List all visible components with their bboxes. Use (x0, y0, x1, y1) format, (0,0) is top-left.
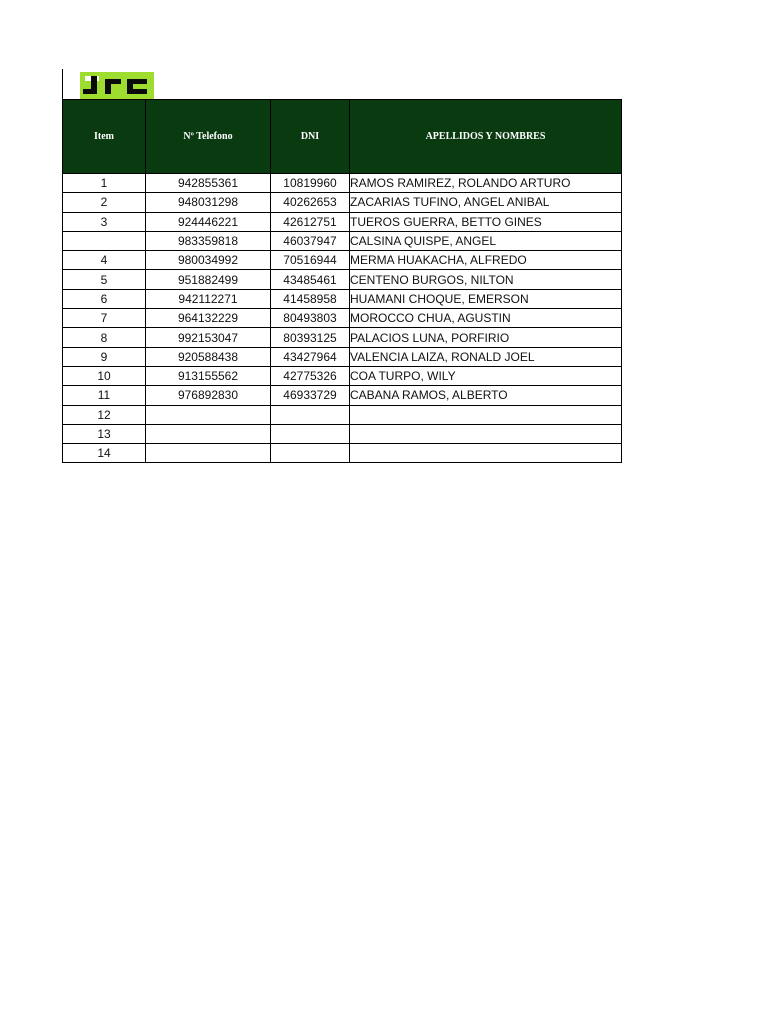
cell-phone (146, 424, 271, 443)
cell-phone: 942112271 (146, 289, 271, 308)
cell-item: 7 (63, 309, 146, 328)
cell-name: MOROCCO CHUA, AGUSTIN (350, 309, 622, 328)
table-row (63, 251, 622, 270)
cell-phone: 913155562 (146, 366, 271, 385)
cell-dni (271, 444, 350, 463)
table-header-row (63, 100, 622, 174)
cell-name: HUAMANI CHOQUE, EMERSON (350, 289, 622, 308)
header-item: Item (63, 100, 146, 174)
header-dni: DNI (271, 100, 350, 174)
cell-name: COA TURPO, WILY (350, 366, 622, 385)
cell-item: 9 (63, 347, 146, 366)
cell-phone (146, 444, 271, 463)
cell-item: 12 (63, 405, 146, 424)
table-row (63, 328, 622, 347)
cell-phone: 942855361 (146, 174, 271, 193)
cell-item: 2 (63, 193, 146, 212)
cell-name: RAMOS RAMIREZ, ROLANDO ARTURO (350, 174, 622, 193)
table-row (63, 270, 622, 289)
cell-name: CABANA RAMOS, ALBERTO (350, 386, 622, 405)
cell-dni: 46037947 (271, 231, 350, 250)
cell-item: 8 (63, 328, 146, 347)
header-names: APELLIDOS Y NOMBRES (350, 100, 622, 174)
cell-phone: 964132229 (146, 309, 271, 328)
table-row (63, 309, 622, 328)
cell-dni: 43485461 (271, 270, 350, 289)
cell-phone (146, 405, 271, 424)
table-row (63, 193, 622, 212)
cell-item (63, 231, 146, 250)
cell-item: 10 (63, 366, 146, 385)
cell-dni (271, 424, 350, 443)
cell-name (350, 444, 622, 463)
logo-divider (62, 69, 63, 100)
cell-item: 5 (63, 270, 146, 289)
table-row (63, 212, 622, 231)
table-row (63, 444, 622, 463)
cell-dni: 80493803 (271, 309, 350, 328)
cell-name (350, 424, 622, 443)
cell-item: 13 (63, 424, 146, 443)
cell-dni: 42775326 (271, 366, 350, 385)
table-row (63, 174, 622, 193)
table-row (63, 424, 622, 443)
cell-name: MERMA HUAKACHA, ALFREDO (350, 251, 622, 270)
cell-dni: 80393125 (271, 328, 350, 347)
cell-name: TUEROS GUERRA, BETTO GINES (350, 212, 622, 231)
cell-dni: 46933729 (271, 386, 350, 405)
table-row (63, 386, 622, 405)
jrc-logo-icon (80, 72, 154, 100)
cell-dni (271, 405, 350, 424)
cell-item: 6 (63, 289, 146, 308)
table-row (63, 347, 622, 366)
cell-name: VALENCIA LAIZA, RONALD JOEL (350, 347, 622, 366)
contacts-table (62, 99, 622, 463)
company-logo (62, 69, 154, 100)
cell-dni: 41458958 (271, 289, 350, 308)
header-phone: Nº Telefono (146, 100, 271, 174)
cell-phone: 976892830 (146, 386, 271, 405)
cell-name: CALSINA QUISPE, ANGEL (350, 231, 622, 250)
cell-item: 14 (63, 444, 146, 463)
cell-item: 1 (63, 174, 146, 193)
cell-phone: 983359818 (146, 231, 271, 250)
cell-dni: 42612751 (271, 212, 350, 231)
cell-name: CENTENO BURGOS, NILTON (350, 270, 622, 289)
cell-phone: 992153047 (146, 328, 271, 347)
cell-phone: 948031298 (146, 193, 271, 212)
table-row (63, 366, 622, 385)
cell-phone: 951882499 (146, 270, 271, 289)
cell-item: 11 (63, 386, 146, 405)
cell-name (350, 405, 622, 424)
cell-dni: 70516944 (271, 251, 350, 270)
cell-dni: 10819960 (271, 174, 350, 193)
table-row (63, 289, 622, 308)
cell-phone: 920588438 (146, 347, 271, 366)
cell-item: 3 (63, 212, 146, 231)
cell-name: ZACARIAS TUFINO, ANGEL ANIBAL (350, 193, 622, 212)
cell-phone: 924446221 (146, 212, 271, 231)
cell-name: PALACIOS LUNA, PORFIRIO (350, 328, 622, 347)
cell-item: 4 (63, 251, 146, 270)
table-row (63, 405, 622, 424)
table-row (63, 231, 622, 250)
cell-dni: 43427964 (271, 347, 350, 366)
cell-phone: 980034992 (146, 251, 271, 270)
cell-dni: 40262653 (271, 193, 350, 212)
